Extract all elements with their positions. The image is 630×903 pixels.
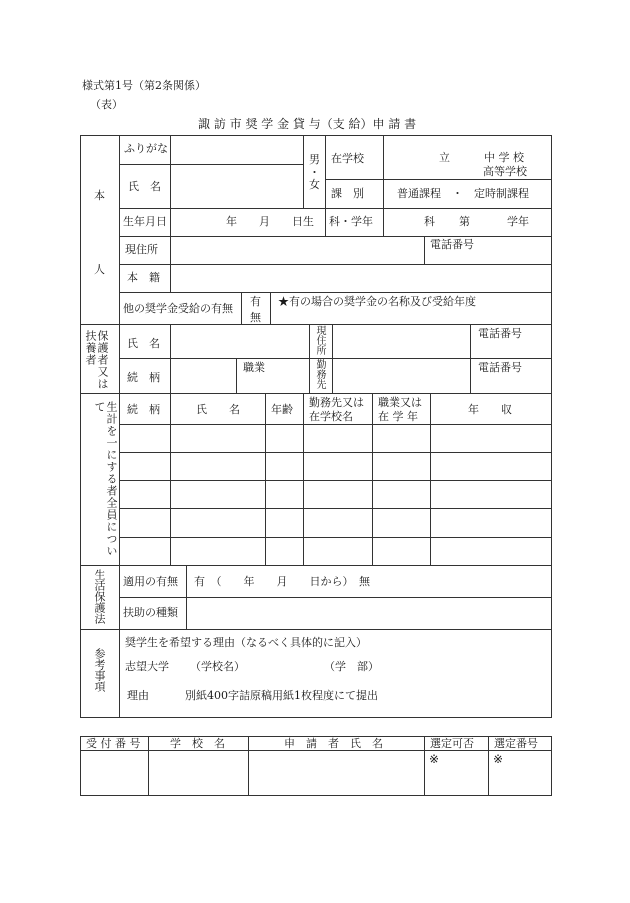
divider	[119, 537, 552, 538]
guardian-address-label: 現住所	[314, 325, 325, 355]
school-ritsu: 立	[439, 151, 450, 164]
divider	[372, 393, 373, 565]
divider	[80, 750, 552, 751]
office-receipt-no: 受 付 番 号	[86, 737, 141, 750]
section-label-honnin-1: 本	[94, 189, 105, 202]
divider	[119, 236, 552, 237]
honseki-label: 本 籍	[127, 271, 160, 284]
school-junior: 中 学 校	[484, 151, 524, 164]
divider	[170, 324, 171, 393]
guardian-phone2-label: 電話番号	[478, 361, 522, 374]
section-label-honnin-2: 人	[94, 263, 105, 276]
divider	[119, 208, 552, 209]
divider	[119, 264, 552, 265]
household-col-income: 年 収	[468, 403, 512, 416]
divider	[424, 236, 425, 264]
divider	[270, 292, 271, 324]
welfare-section-label: 生活保護法	[93, 569, 106, 624]
welfare-applied-label: 適用の有無	[123, 575, 178, 588]
notes-reason-detail: 別紙400字詰原稿用紙1枚程度にて提出	[185, 689, 378, 702]
phone-label: 電話番号	[430, 238, 474, 251]
guardian-section-label: 保護者又は扶養者	[84, 330, 109, 390]
divider	[119, 424, 552, 425]
sex-female: 女	[309, 178, 320, 191]
household-section-label: 生計を一にする者全員について	[93, 401, 118, 557]
notes-reason-title: 奨学生を希望する理由（なるべく具体的に記入）	[125, 636, 367, 649]
divider	[236, 358, 237, 393]
divider	[430, 393, 431, 565]
divider	[248, 736, 249, 796]
welfare-applied-value: 有 （ 年 月 日から） 無	[194, 575, 370, 588]
office-applicant: 申 請 者 氏 名	[284, 737, 383, 750]
divider	[170, 236, 171, 292]
household-col-name: 氏 名	[196, 403, 240, 416]
divider	[170, 135, 171, 236]
divider	[488, 736, 489, 796]
household-col-job-2: 在 学 年	[378, 410, 418, 423]
other-scholarship-note: ★有の場合の奨学金の名称及び受給年度	[278, 295, 476, 308]
office-school-name: 学 校 名	[170, 737, 225, 750]
divider	[309, 324, 310, 393]
furigana-label: ふりがな	[124, 142, 168, 155]
front-side-label: （表）	[90, 98, 123, 111]
office-selection: 選定可否	[430, 737, 474, 750]
guardian-phone1-label: 電話番号	[478, 327, 522, 340]
guardian-job-label: 職業	[243, 361, 265, 374]
household-col-work-1: 勤務先又は	[309, 396, 364, 409]
guardian-workplace-label: 勤務先	[314, 359, 325, 389]
divider	[470, 324, 471, 393]
notes-faculty: （学 部）	[324, 660, 379, 673]
guardian-name-label: 氏 名	[127, 337, 160, 350]
notes-university: 志望大学	[125, 660, 169, 673]
divider	[424, 736, 425, 796]
divider	[119, 452, 552, 453]
sex-dot: ・	[309, 166, 320, 179]
address-label: 現住所	[125, 243, 158, 256]
page-title: 諏 訪 市 奨 学 金 貸 与（支 給）申 請 書	[198, 117, 417, 131]
divider	[170, 393, 171, 565]
notes-section-label: 参考事項	[93, 648, 106, 692]
divider	[241, 292, 242, 324]
divider	[332, 324, 333, 393]
other-scholarship-yes: 有	[250, 295, 261, 308]
divider	[80, 393, 552, 394]
divider	[119, 480, 552, 481]
household-col-relation: 続 柄	[127, 403, 160, 416]
other-scholarship-label: 他の奨学金受給の有無	[123, 302, 233, 315]
divider	[80, 629, 552, 630]
other-scholarship-no: 無	[250, 311, 261, 324]
divider	[119, 164, 303, 165]
divider	[186, 565, 187, 629]
office-selection-no: 選定番号	[494, 737, 538, 750]
grade-no-label: 第	[459, 215, 470, 228]
divider	[119, 292, 552, 293]
divider	[119, 135, 120, 718]
household-col-work-2: 在学校名	[309, 410, 353, 423]
office-mark-2: ※	[493, 752, 504, 766]
divider	[119, 597, 552, 598]
divider	[119, 358, 552, 359]
household-col-job-1: 職業又は	[378, 396, 422, 409]
divider	[303, 135, 304, 208]
dept-label: 科	[424, 215, 435, 228]
school-label: 在学校	[331, 152, 364, 165]
welfare-aid-type-label: 扶助の種類	[123, 606, 178, 619]
grade-label: 学年	[507, 215, 529, 228]
household-col-age: 年齢	[271, 403, 293, 416]
name-label: 氏 名	[128, 180, 161, 193]
divider	[80, 565, 552, 566]
course-label: 課 別	[331, 187, 364, 200]
divider	[148, 736, 149, 796]
course-options: 普通課程 ・ 定時制課程	[397, 187, 529, 200]
divider	[325, 179, 552, 180]
office-mark-1: ※	[429, 752, 440, 766]
notes-school-name: （学校名）	[190, 660, 245, 673]
sex-male: 男	[309, 153, 320, 166]
divider	[303, 393, 304, 565]
form-number: 様式第1号（第2条関係）	[82, 79, 206, 92]
guardian-relation-label: 続 柄	[127, 371, 160, 384]
divider	[265, 393, 266, 565]
birth-fields: 年 月 日生	[226, 215, 314, 228]
dept-grade-label: 科・学年	[329, 215, 373, 228]
divider	[119, 508, 552, 509]
divider	[383, 135, 384, 236]
divider	[325, 135, 326, 236]
birth-label: 生年月日	[123, 215, 167, 228]
school-high: 高等学校	[483, 165, 527, 178]
notes-reason: 理由	[127, 689, 149, 702]
